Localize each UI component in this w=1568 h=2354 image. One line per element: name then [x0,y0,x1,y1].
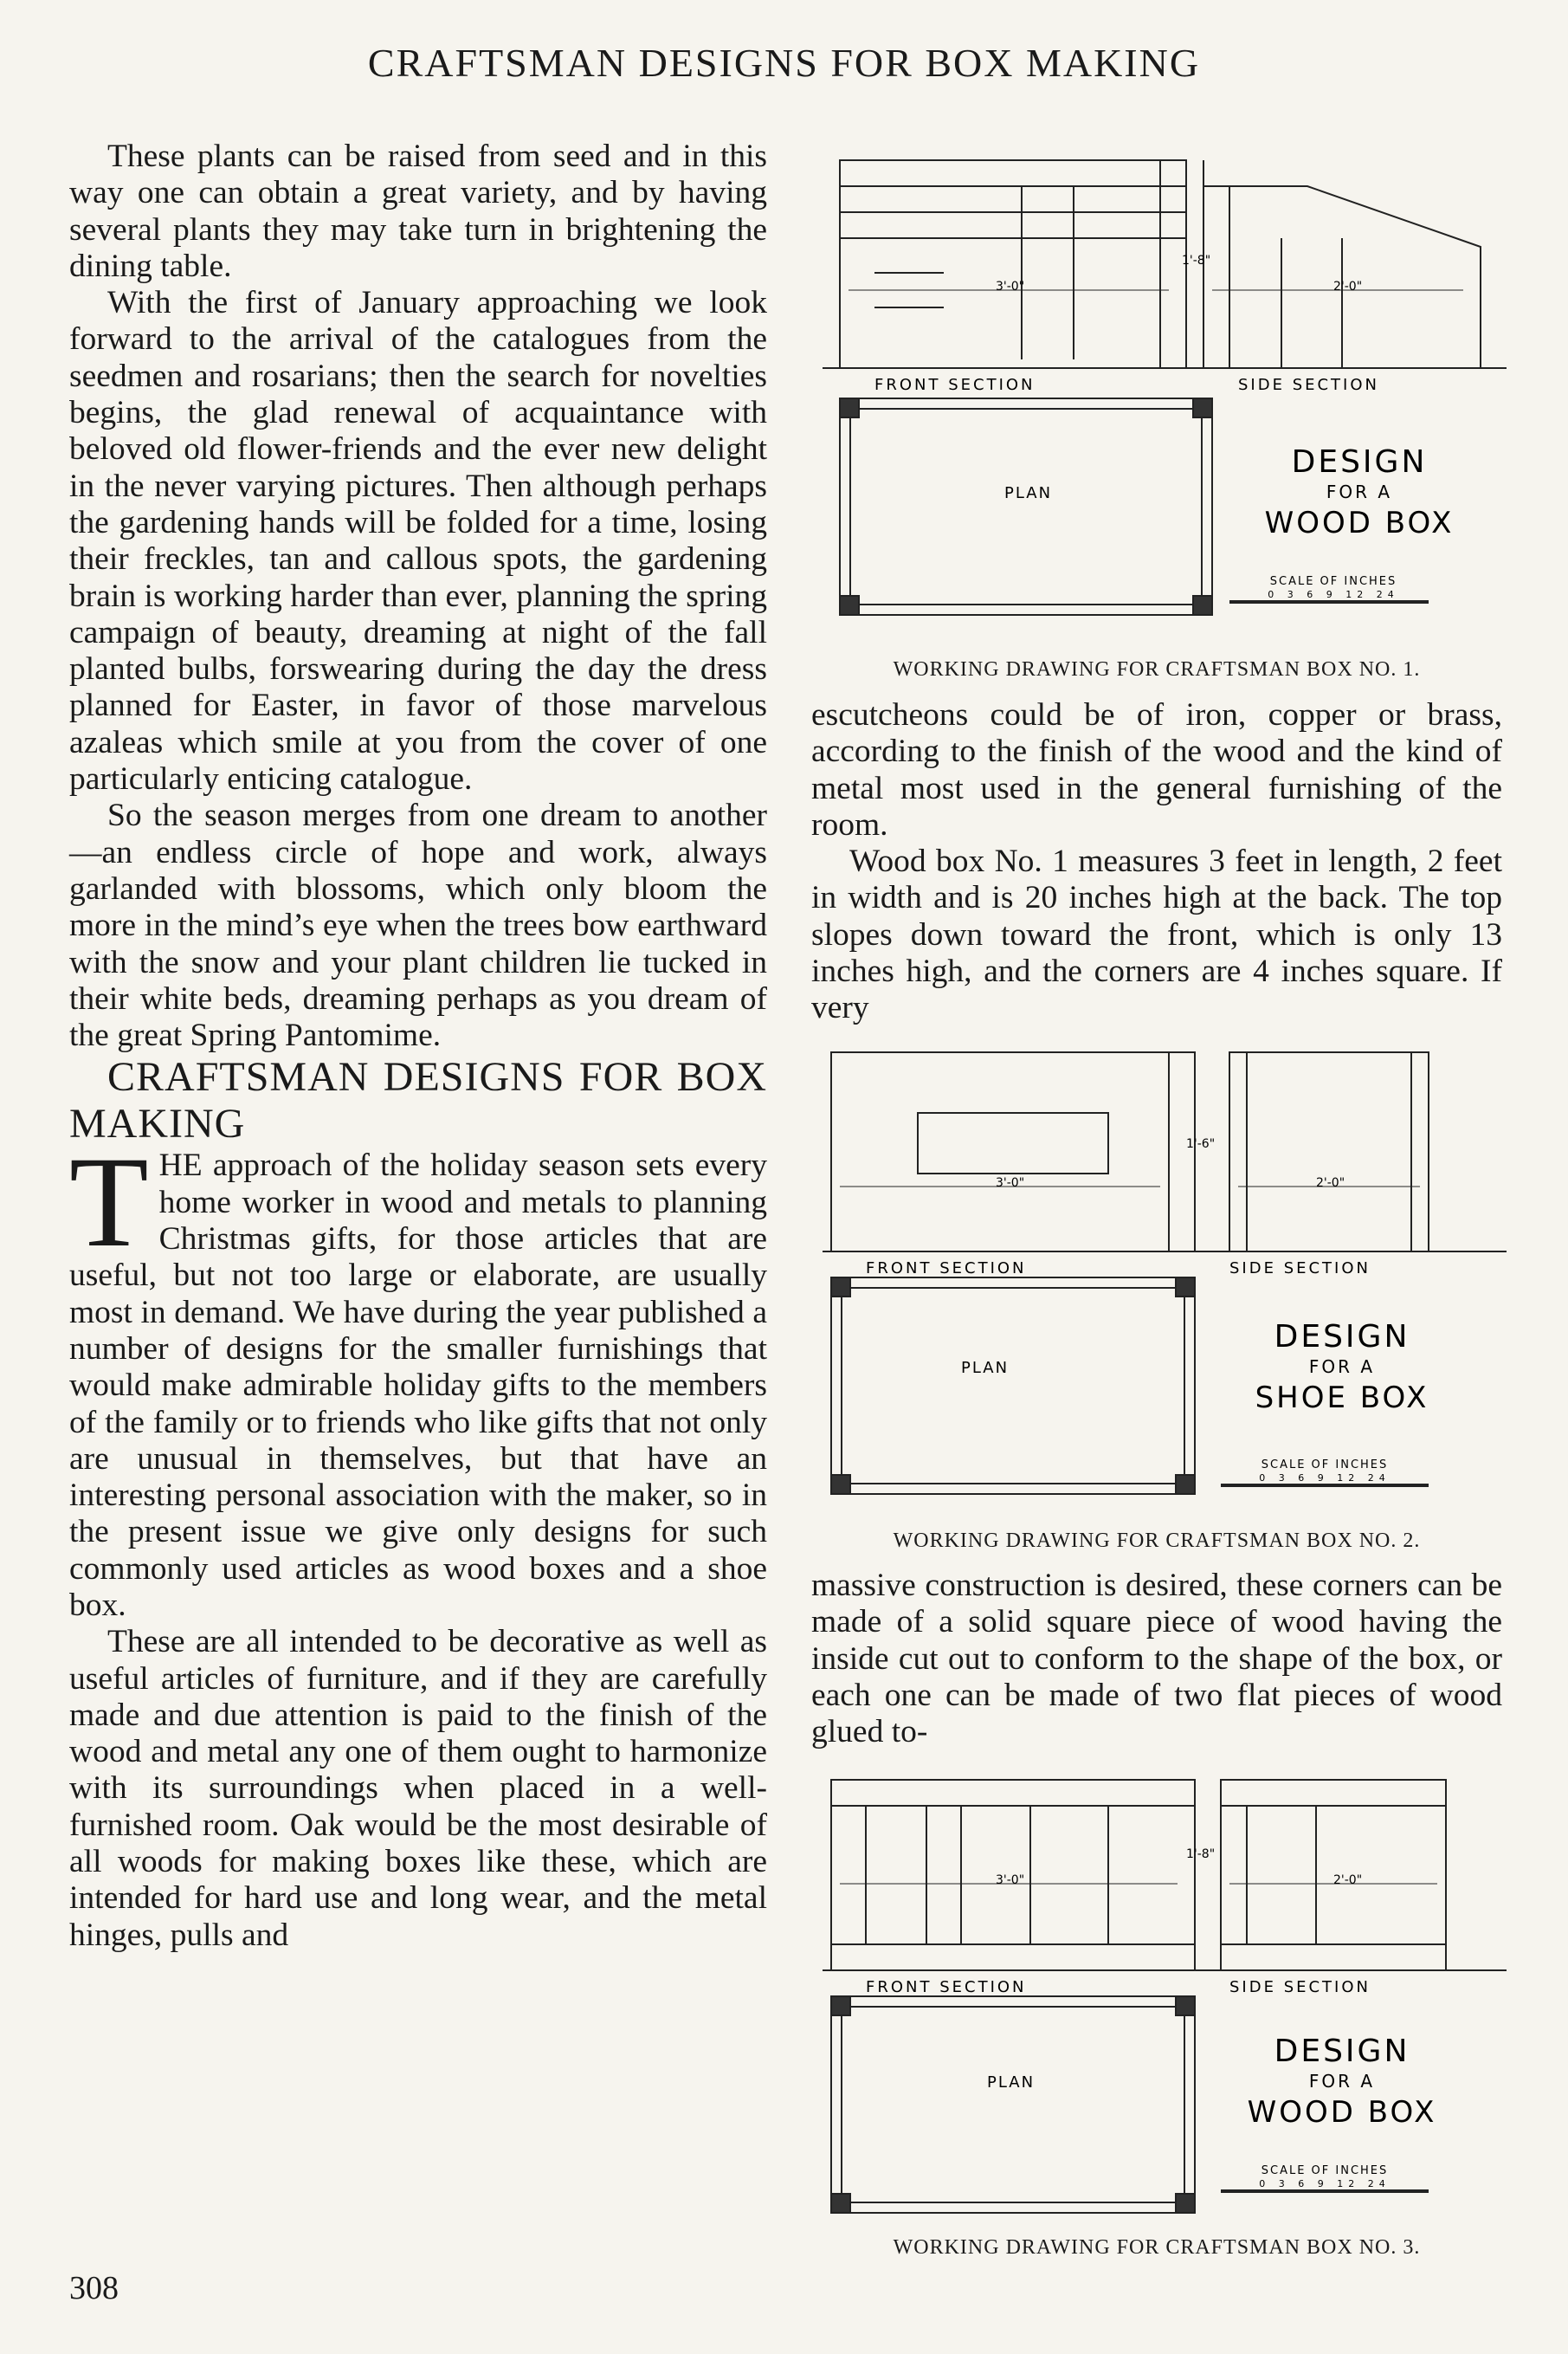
figure-1-drawing [823,152,1507,637]
paragraph-text: HE approach of the holiday season sets every home worker in wood and metals to planning Christmas gifts, for those articles that are useful, but not too large or elaborate, are usually most in demand. We have during the year published a number of designs for the smaller furnishings that would make admirable holiday gifts to the members of the family or to friends who like gifts that not only are unusual in themselves, but that have an interesting personal association with the maker, so in the present issue we give only designs for such commonly used articles as wood boxes and a shoe box. [69,1148,767,1623]
dim-width: 2'-0" [1333,280,1363,294]
side-section-label: SIDE SECTION [1238,376,1379,394]
dim-length: 3'-0" [996,1873,1025,1887]
figure-3-caption: WORKING DRAWING FOR CRAFTSMAN BOX NO. 3. [893,2236,1421,2259]
dim-height: 1'-8" [1186,1847,1216,1861]
paragraph: With the first of January approaching we look forward to the arrival of the catalogues from the seedmen and rosarians; then the search for novelties begins, the glad renewal of acquaintance with beloved old flower-friends and the ever new delight in the never varying pictures. Then although perhaps the gardening hands will be folded for a time, losing their freckles, tan and callous spots, the gardening brain is working harder than ever, planning the spring campaign of beauty, dreaming at night of the fall planted bulbs, forswearing during the day the dress planned for Easter, in favor of those marvelous azaleas which smile at you from the cover of one particularly enticing catalogue. [69,285,767,798]
front-section-outline [831,1052,1195,1251]
front-section-outline [840,160,1186,368]
side-section-label: SIDE SECTION [1229,1259,1371,1277]
scale-label: SCALE OF INCHES [1261,1458,1389,1471]
paragraph: massive construction is desired, these corners can be made of a solid square piece of wood having the inside cut out to conform to the shape of the box, or each one can be made of two flat pieces of wood glued to- [811,1568,1502,1750]
dim-width: 2'-0" [1316,1176,1345,1190]
right-text-block-2 [811,1568,1502,1750]
plan-label: PLAN [961,1359,1010,1377]
front-section-label: FRONT SECTION [874,376,1036,394]
paragraph: escutcheons could be of iron, copper or brass, according to the finish of the wood and the kind of metal most used in the general furnishing of the room. [811,697,1502,843]
paragraph: Wood box No. 1 measures 3 feet in length, 2 feet in width and is 20 inches high at the back. The top slopes down toward the front, which is only 13 inches high, and the corners are 4 inches square. If very [811,844,1502,1026]
side-section-label: SIDE SECTION [1229,1978,1371,1996]
design-title-1: DESIGN [1291,444,1428,480]
drop-cap: T [69,1130,149,1275]
design-title-2: FOR A [1308,1356,1376,1377]
dim-length: 3'-0" [996,280,1025,294]
plan-label: PLAN [987,2073,1036,2092]
figure-2-drawing [823,1044,1507,1511]
design-title-3: WOOD BOX [1264,506,1455,540]
figure-3-drawing [823,1771,1507,2230]
figure-1-caption: WORKING DRAWING FOR CRAFTSMAN BOX NO. 1. [893,658,1421,681]
front-section-label: FRONT SECTION [866,1978,1027,1996]
right-text-block-1 [811,697,1502,1027]
design-title-1: DESIGN [1274,2034,1410,2069]
design-title-2: FOR A [1326,482,1393,502]
scale-numbers: 0 3 6 9 12 24 [1259,1472,1391,1484]
plan-outline [840,398,1212,615]
dim-length: 3'-0" [996,1176,1025,1190]
scale-label: SCALE OF INCHES [1261,2164,1389,2177]
scale-numbers: 0 3 6 9 12 24 [1268,589,1399,600]
paragraph: These are all intended to be decorative as well as useful articles of furniture, and if they are carefully made and due attention is paid to the finish of the wood and metal any one of them ought to harmonize with its surroundings when placed in a well-furnished room. Oak would be the most desirable of all woods for making boxes like these, which are intended for hard use and long wear, and the metal hinges, pulls and [69,1624,767,1953]
design-title-3: WOOD BOX [1247,2095,1437,2130]
running-header: CRAFTSMAN DESIGNS FOR BOX MAKING [367,41,1201,85]
section-title: CRAFTSMAN DESIGNS FOR BOX MAKING [69,1054,767,1148]
dim-height: 1'-6" [1186,1137,1216,1151]
left-column [69,139,767,1954]
dim-height: 1'-8" [1182,254,1211,268]
paragraph: So the season merges from one dream to another—an endless circle of hope and work, always garlanded with blossoms, which only bloom the more in the mind’s eye when the trees bow earthward with the snow and your plant children lie tucked in their white beds, dreaming perhaps as you dream of the great Spring Pantomime. [69,798,767,1054]
design-title-3: SHOE BOX [1255,1381,1429,1415]
front-section-label: FRONT SECTION [866,1259,1027,1277]
figure-2-caption: WORKING DRAWING FOR CRAFTSMAN BOX NO. 2. [893,1529,1421,1552]
paragraph-with-dropcap [69,1130,767,1624]
design-title-2: FOR A [1308,2071,1376,2092]
paragraph: These plants can be raised from seed and in this way one can obtain a great variety, and by having several plants they may take turn in brightening the dining table. [69,139,767,284]
scale-numbers: 0 3 6 9 12 24 [1259,2178,1391,2189]
plan-outline [831,1277,1195,1494]
design-title-1: DESIGN [1274,1319,1410,1355]
plan-label: PLAN [1004,484,1053,502]
scale-label: SCALE OF INCHES [1269,575,1397,588]
page-number: 308 [69,2270,119,2306]
dim-width: 2'-0" [1333,1873,1363,1887]
plan-outline [831,1996,1195,2213]
